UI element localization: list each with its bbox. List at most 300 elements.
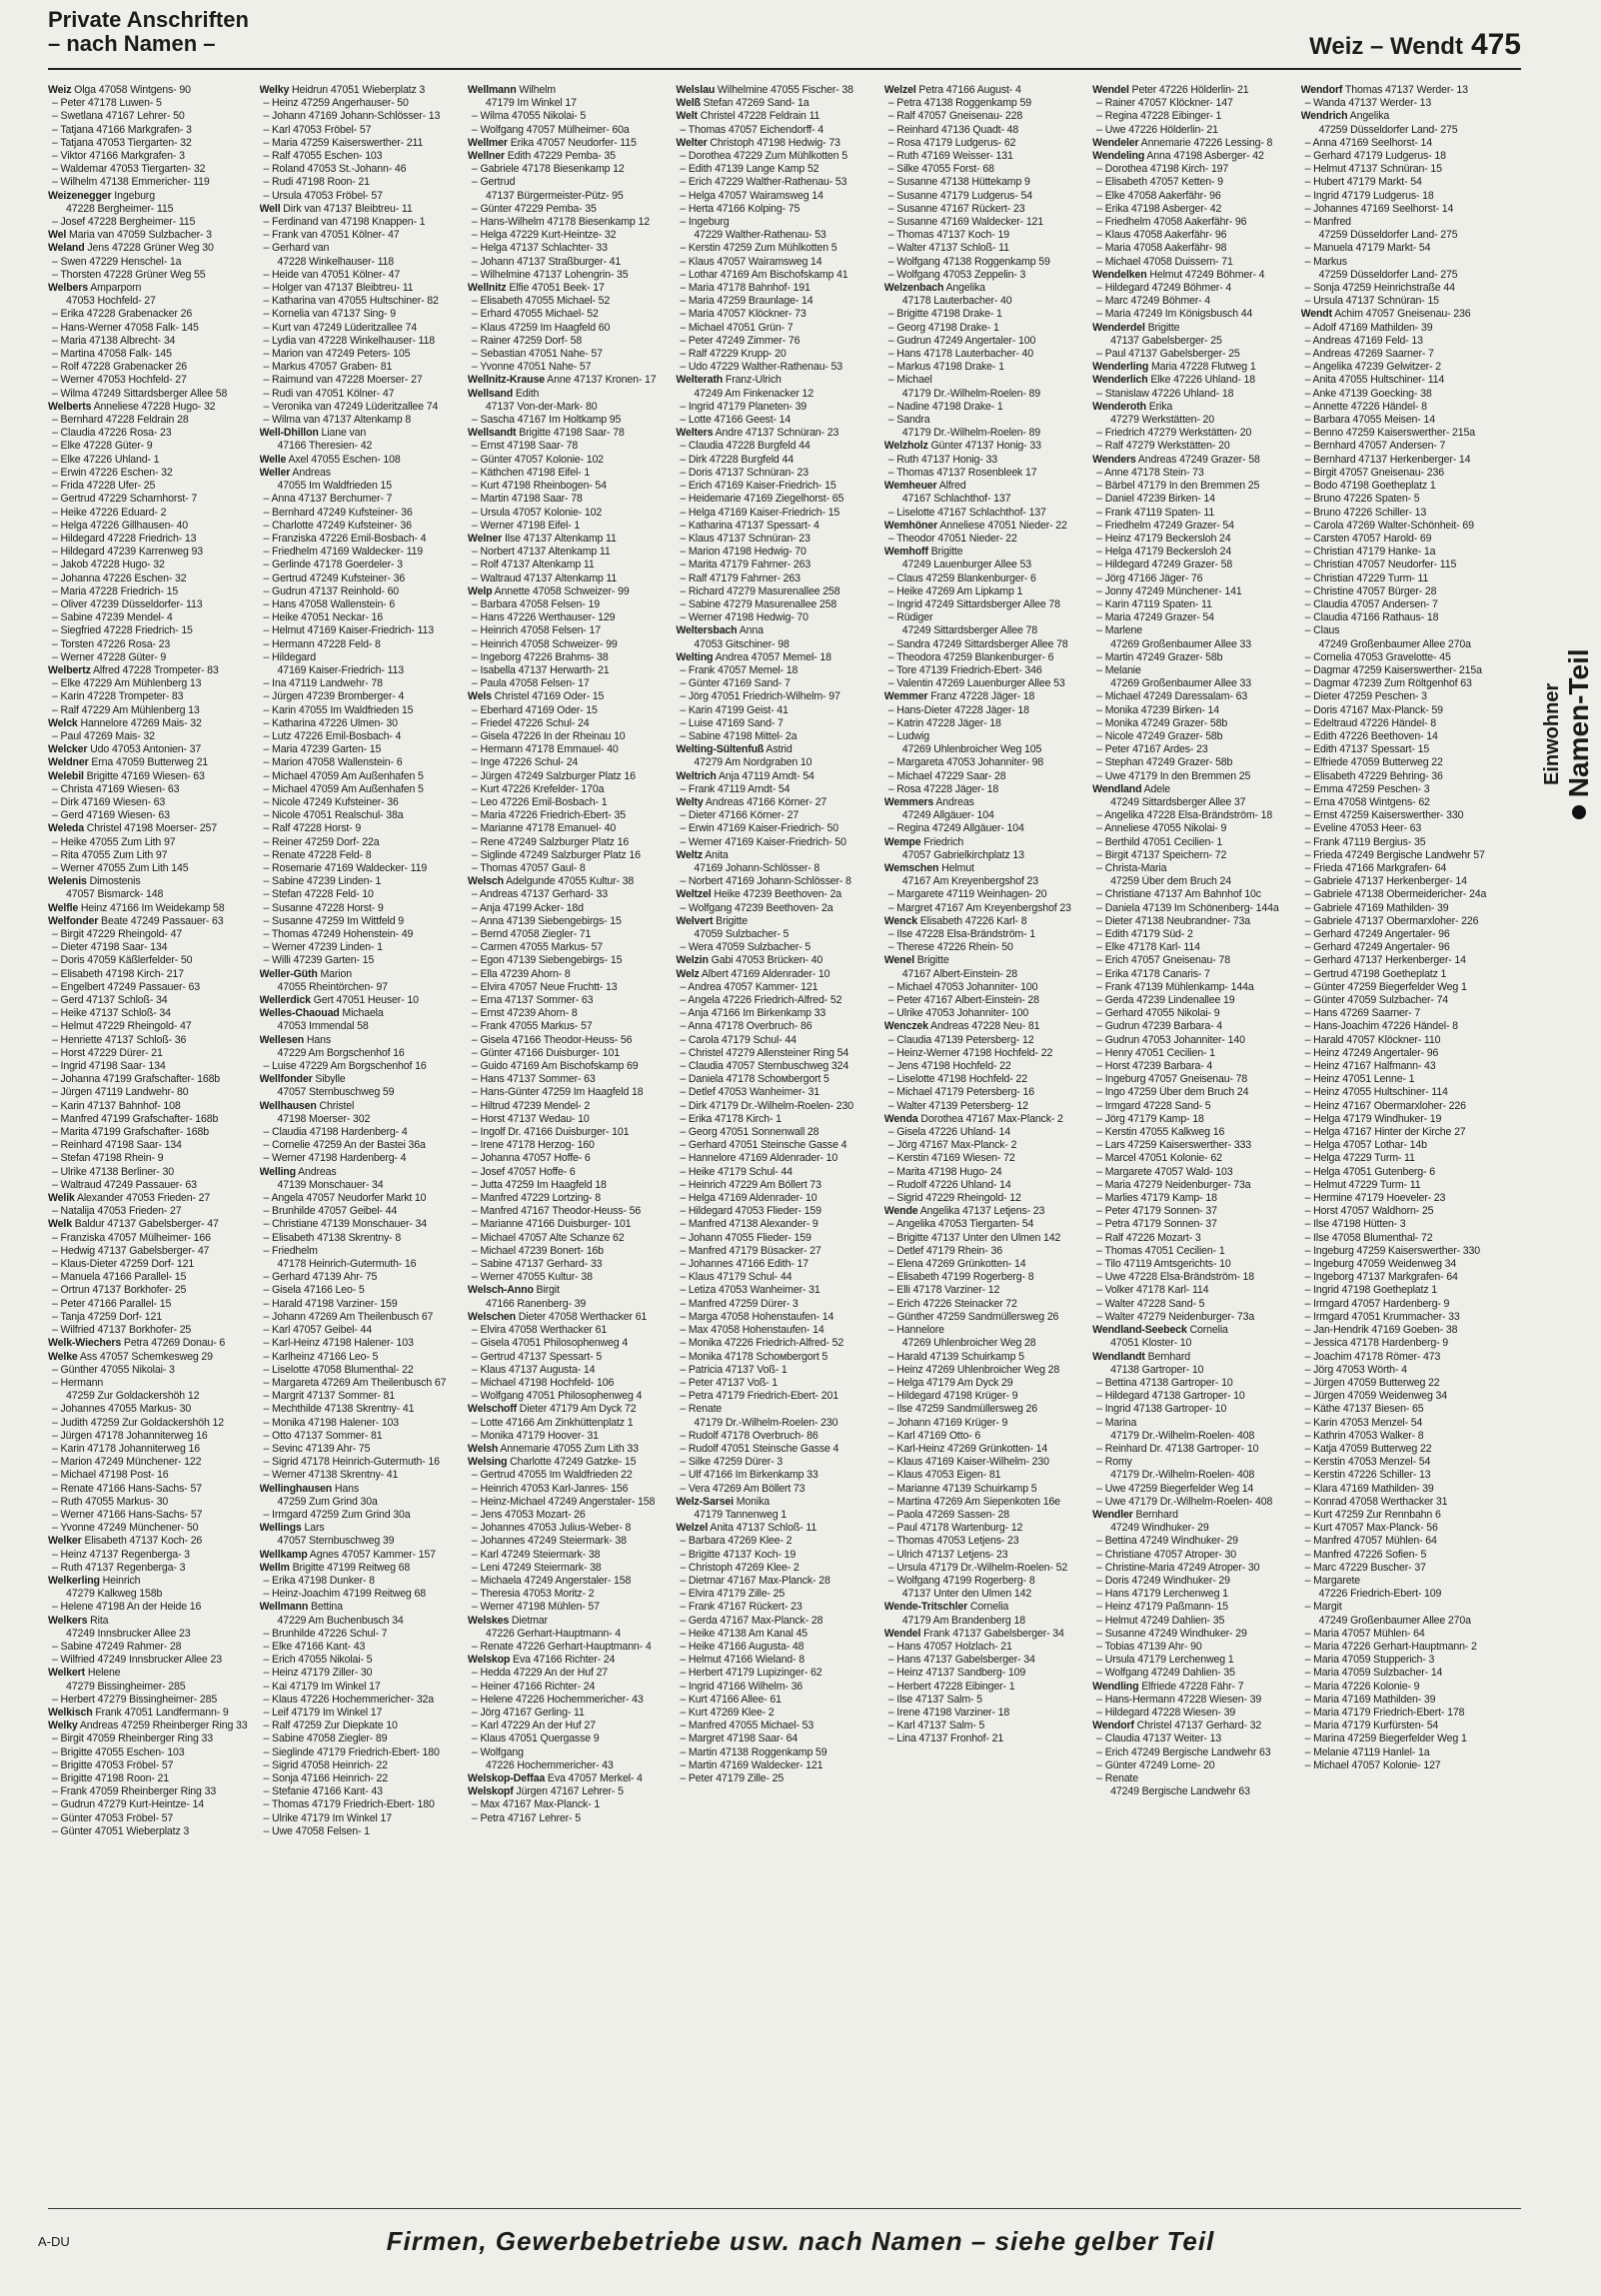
list-item: – Marlene — [1096, 624, 1142, 637]
list-item: – Melanie — [1096, 663, 1141, 676]
list-item: – Klaus 47226 Hochemmericher- 32a — [263, 1693, 435, 1706]
list-item: – Uwe 47226 Hölderlin- 21 — [1096, 123, 1218, 136]
list-item: – Franziska 47057 Mülheimer- 166 — [52, 1231, 211, 1244]
list-item: – Kornelia van 47137 Sing- 9 — [263, 308, 396, 321]
list-item: 47169 Kaiser-Friedrich- 113 — [277, 663, 404, 676]
list-item: – Lotte 47166 Am Zinkhüttenplatz 1 — [471, 1416, 634, 1429]
list-item: – Oliver 47239 Düsseldorfer- 113 — [52, 597, 203, 610]
list-item: – Petra 47179 Sonnen- 37 — [1096, 1218, 1217, 1231]
list-item: Welsing Charlotte 47249 Gatzke- 15 — [467, 1456, 637, 1469]
list-item: – Bernhard 47228 Feldrain 28 — [52, 414, 189, 427]
list-item: – Stefan 47228 Feld- 10 — [263, 888, 374, 901]
list-item: – Kai 47179 Im Winkel 17 — [263, 1680, 381, 1693]
list-item: 47226 Friedrich-Ebert- 109 — [1318, 1588, 1442, 1601]
list-item: – Günter 47259 Biegerfelder Weg 1 — [1304, 980, 1467, 993]
list-item: 47269 Uhlenbroicher Weg 105 — [901, 743, 1042, 756]
list-item: – Hans 47137 Sommer- 63 — [471, 1073, 596, 1086]
list-item: 47057 Bismarck- 148 — [66, 888, 164, 901]
list-item: – Uwe 47179 Dr.-Wilhelm-Roelen- 408 — [1096, 1495, 1273, 1508]
list-item: 47137 Gabelsberger- 25 — [1110, 334, 1222, 347]
list-item: – Georg 47051 Sonnenwall 28 — [680, 1126, 819, 1139]
list-item: Welzin Gabi 47053 Brücken- 40 — [676, 954, 823, 967]
list-item: – Leif 47179 Im Winkel 17 — [263, 1706, 383, 1719]
surname: Wellinghausen — [259, 1482, 333, 1495]
list-item: – Werner 47169 Kaiser-Friedrich- 50 — [680, 835, 846, 848]
list-item: 47167 Schlachthof- 137 — [901, 493, 1011, 506]
list-item: – Gisela 47051 Philosophenweg 4 — [471, 1337, 629, 1350]
list-item: – Claudia 47137 Weiter- 13 — [1096, 1732, 1222, 1745]
list-item: Wellerdick Gert 47051 Heuser- 10 — [259, 994, 419, 1007]
list-item: Weller Andreas — [259, 466, 331, 479]
list-item: Wendeler Annemarie 47226 Lessing- 8 — [1092, 136, 1273, 149]
list-item: – Karin 47119 Spaten- 11 — [1096, 597, 1212, 610]
list-item: – Johann 47137 Straßburger- 41 — [471, 255, 622, 268]
list-item: – Elvira 47057 Neue Fruchtt- 13 — [471, 980, 618, 993]
list-item: Wellnitz Elfie 47051 Beek- 17 — [467, 282, 605, 295]
footer-rule — [48, 2208, 1521, 2209]
list-item: – Claudia 47057 Sternbuschweg 324 — [680, 1060, 849, 1073]
list-item: – Hermann — [52, 1376, 104, 1389]
list-item: – Werner 47055 Kultur- 38 — [471, 1271, 593, 1284]
list-item: – Gerd 47137 Schloß- 34 — [52, 994, 168, 1007]
surname: Wemheuer — [883, 480, 937, 493]
list-item: – Reiner 47259 Dorf- 22a — [263, 835, 380, 848]
list-item: – Katrin 47228 Jäger- 18 — [887, 716, 1001, 729]
list-item: – Hermann 47178 Emmauel- 40 — [471, 743, 619, 756]
list-item: – Martin 47169 Waldecker- 121 — [680, 1758, 823, 1771]
list-item: – Kerstin 47055 Kalkweg 16 — [1096, 1126, 1225, 1139]
list-item: – Klaus 47057 Wairamsweg 14 — [680, 255, 822, 268]
list-item: – Ralf 47055 Eschen- 103 — [263, 150, 383, 163]
list-item: Welkisch Frank 47051 Landfermann- 9 — [48, 1706, 229, 1719]
list-item: – Dirk 47179 Dr.-Wilhelm-Roelen- 230 — [680, 1099, 853, 1112]
list-item: – Hedwig 47137 Gabelsberger- 47 — [52, 1244, 210, 1257]
list-item: – Werner 47198 Mühlen- 57 — [471, 1601, 600, 1614]
list-item: – Rosemarie 47169 Waldecker- 119 — [263, 861, 428, 874]
list-item: 47226 Hochemmericher- 43 — [485, 1758, 614, 1771]
list-item: – Markus 47057 Graben- 81 — [263, 361, 393, 374]
list-item: – Wolfgang 47053 Zeppelin- 3 — [887, 268, 1026, 281]
list-item: – Brigitte 47198 Drake- 1 — [887, 308, 1002, 321]
list-item: – Inge 47226 Schul- 24 — [471, 756, 579, 769]
list-item: – Heike 47137 Schloß- 34 — [52, 1007, 171, 1020]
surname: Wenel — [883, 954, 915, 967]
list-item: – Charlotte 47249 Kufsteiner- 36 — [263, 519, 412, 532]
list-item: 47053 Gitschiner- 98 — [694, 637, 790, 650]
list-item: 47249 Sittardsberger Allee 78 — [901, 624, 1037, 637]
surname: Wenderling — [1092, 361, 1149, 374]
side-tab-line1: Einwohner — [1541, 682, 1563, 786]
surname: Wellerdick — [259, 994, 311, 1007]
list-item: – Eveline 47053 Heer- 63 — [1304, 822, 1422, 835]
list-item: 47249 Innsbrucker Allee 23 — [66, 1627, 191, 1640]
surname: Wellsand — [467, 387, 514, 400]
list-item: – Michael 47058 Duissern- 71 — [1096, 255, 1233, 268]
bullet-icon — [1572, 805, 1586, 819]
list-item: – Bärbel 47179 In den Bremmen 25 — [1096, 480, 1260, 493]
list-item: – Manfred 47055 Michael- 53 — [680, 1720, 814, 1732]
list-item: – Manuela 47179 Markt- 54 — [1304, 242, 1431, 255]
list-item: 47179 Dr.-Wilhelm-Roelen- 408 — [1110, 1469, 1255, 1482]
list-item: – Jonny 47249 Münchener- 141 — [1096, 584, 1242, 597]
list-item: – Leni 47249 Steiermark- 38 — [471, 1561, 602, 1574]
list-item: – Nadine 47198 Drake- 1 — [887, 400, 1003, 413]
list-item: Weller-Güth Marion — [259, 967, 352, 980]
list-item: 47249 Lauenburger Allee 53 — [901, 559, 1031, 572]
list-item: – Sabine 47239 Linden- 1 — [263, 875, 382, 888]
list-item: – Hans-Werner 47058 Falk- 145 — [52, 321, 199, 334]
list-item: – Gudrun 47137 Reinhold- 60 — [263, 584, 400, 597]
list-item: 47167 Am Kreyenbergshof 23 — [901, 875, 1039, 888]
list-item: Welterath Franz-Ulrich — [676, 374, 782, 387]
list-item: – Elke 47178 Karl- 114 — [1096, 941, 1200, 954]
list-item: – Yvonne 47249 Münchener- 50 — [52, 1522, 199, 1535]
list-item: – Michael 47053 Johanniter- 100 — [887, 980, 1038, 993]
list-item: – Lotte 47166 Geest- 14 — [680, 414, 792, 427]
list-item: – Paul 47178 Wartenburg- 12 — [887, 1522, 1023, 1535]
list-item: – Wolfgang 47051 Philosophenweg 4 — [471, 1390, 643, 1403]
list-item: – Frank 47119 Bergius- 35 — [1304, 835, 1426, 848]
list-item: Welting Andrea 47057 Memel- 18 — [676, 650, 831, 663]
list-item: – Lothar 47169 Am Bischofskamp 41 — [680, 268, 848, 281]
surname: Wendler — [1092, 1508, 1133, 1521]
listing-columns — [48, 84, 1497, 2122]
list-item: – Gertrud 47229 Scharnhorst- 7 — [52, 493, 198, 506]
list-item: – Maria 47226 Kolonie- 9 — [1304, 1680, 1420, 1693]
list-item: – Karl 47137 Salm- 5 — [887, 1720, 985, 1732]
list-item: – Gertrud 47055 Im Waldfrieden 22 — [471, 1469, 633, 1482]
list-item: – Jürgen 47249 Salzburger Platz 16 — [471, 769, 636, 782]
list-item: – Thomas 47057 Gaul- 8 — [471, 861, 586, 874]
list-item: – Franziska 47226 Emil-Bosbach- 4 — [263, 532, 427, 545]
list-item: – Luise 47169 Sand- 7 — [680, 716, 784, 729]
list-item: – Helga 47229 Turm- 11 — [1304, 1152, 1415, 1165]
surname: Wenck — [883, 914, 917, 927]
list-item: Weiz Olga 47058 Wintgens- 90 — [48, 84, 191, 96]
list-item: – Anna 47178 Overbruch- 86 — [680, 1020, 812, 1033]
list-item: Welskop-Deffaa Eva 47057 Merkel- 4 — [467, 1772, 643, 1784]
list-item: – Heike 47269 Am Lipkamp 1 — [887, 584, 1023, 597]
list-item: – Rainer 47259 Dorf- 58 — [471, 334, 583, 347]
list-item: – Ortrun 47137 Borkhofer- 25 — [52, 1284, 187, 1297]
list-item: – Adolf 47169 Mathilden- 39 — [1304, 321, 1433, 334]
list-item: Wenck Elisabeth 47226 Karl- 8 — [883, 914, 1027, 927]
list-item: – Karin 47137 Bahnhof- 108 — [52, 1099, 181, 1112]
list-item: – Detlef 47179 Rhein- 36 — [887, 1244, 1002, 1257]
list-item: Wellfonder Sibylle — [259, 1073, 346, 1086]
list-item: – Ingeborg 47137 Markgrafen- 64 — [1304, 1271, 1458, 1284]
list-item: – Lutz 47226 Emil-Bosbach- 4 — [263, 729, 402, 742]
list-item: Wemmers Andreas — [883, 795, 974, 808]
list-item: Weltrich Anja 47119 Arndt- 54 — [676, 769, 814, 782]
list-item: – Erhard 47055 Michael- 52 — [471, 308, 599, 321]
surname: Wendrich — [1300, 110, 1348, 123]
listing-column — [1301, 84, 1497, 2122]
surname: Wenderoth — [1092, 400, 1146, 413]
list-item: – Kerstin 47053 Menzel- 54 — [1304, 1456, 1431, 1469]
list-item: – Günter 47051 Wieberplatz 3 — [52, 1824, 190, 1837]
list-item: – Sabine 47239 Mendel- 4 — [52, 611, 173, 624]
list-item: – Horst 47239 Barbara- 4 — [1096, 1060, 1213, 1073]
surname: Weizenegger — [48, 189, 112, 202]
surname: Wellings — [259, 1522, 302, 1535]
list-item: 47259 Zum Grind 30a — [277, 1495, 378, 1508]
list-item: Welbertz Alfred 47228 Trompeter- 83 — [48, 663, 219, 676]
list-item: – Swen 47229 Henschel- 1a — [52, 255, 182, 268]
surname: Weller — [259, 466, 291, 479]
list-item: Weland Jens 47228 Grüner Weg 30 — [48, 242, 214, 255]
list-item: – Monika 47226 Friedrich-Alfred- 52 — [680, 1337, 844, 1350]
surname: Welenis — [48, 875, 87, 888]
section-title-line1: Private Anschriften — [48, 7, 249, 32]
list-item: – Frank 47139 Mühlenkamp- 144a — [1096, 980, 1254, 993]
list-item: – Hildegard 47053 Flieder- 159 — [680, 1205, 821, 1218]
list-item: – Peter 47167 Ardes- 23 — [1096, 743, 1208, 756]
list-item: – Ilse 47137 Salm- 5 — [887, 1693, 982, 1706]
list-item: – Renate 47228 Feld- 8 — [263, 848, 372, 861]
list-item: – Hans-Wilhelm 47178 Biesenkamp 12 — [471, 216, 650, 229]
list-item: – Elisabeth 47055 Michael- 52 — [471, 295, 611, 308]
list-item: – Erwin 47169 Kaiser-Friedrich- 50 — [680, 822, 838, 835]
list-item: 47226 Gerhart-Hauptmann- 4 — [485, 1627, 621, 1640]
list-item: – Manfred — [1304, 216, 1351, 229]
list-item: – Erika 47228 Grabenacker 26 — [52, 308, 193, 321]
list-item: – Gabriele 47178 Biesenkamp 12 — [471, 163, 625, 176]
list-item: – Hans 47226 Werthauser- 129 — [471, 611, 616, 624]
list-item: 47055 Im Waldfrieden 15 — [277, 480, 393, 493]
list-item: – Susanne 47228 Horst- 9 — [263, 901, 384, 914]
list-item: – Birgit 47057 Gneisenau- 236 — [1304, 466, 1444, 479]
list-item: – Helmut 47137 Schnüran- 15 — [1304, 163, 1442, 176]
list-item: Wenders Andreas 47249 Grazer- 58 — [1092, 453, 1260, 466]
list-item: – Karin 47199 Geist- 41 — [680, 703, 789, 716]
list-item: – Thomas 47053 Letjens- 23 — [887, 1535, 1019, 1548]
list-item: Well-Dhillon Liane van — [259, 427, 367, 440]
list-item: – Anita 47055 Hultschiner- 114 — [1304, 374, 1445, 387]
list-item: – Herbert 47228 Eibinger- 1 — [887, 1680, 1015, 1693]
list-item: – Heinz 47167 Halfmann- 43 — [1304, 1060, 1436, 1073]
list-item: Wendland-Seebeck Cornelia — [1092, 1324, 1228, 1337]
list-item: – Max 47167 Max-Planck- 1 — [471, 1798, 601, 1811]
list-item: – Karl-Heinz 47269 Grünkotten- 14 — [887, 1442, 1048, 1455]
list-item: – Susanne 47179 Ludgerus- 54 — [887, 189, 1032, 202]
surname: Wempe — [883, 835, 921, 848]
list-item: – Natalija 47053 Frieden- 27 — [52, 1205, 182, 1218]
list-item: – Johannes 47169 Seelhorst- 14 — [1304, 202, 1454, 215]
list-item: – Erich 47057 Gneisenau- 78 — [1096, 954, 1230, 967]
list-item: – Ernst 47198 Saar- 78 — [471, 440, 579, 453]
list-item: – Markus — [1304, 255, 1347, 268]
surname: Wendel — [1092, 84, 1129, 96]
list-item: Welcker Udo 47053 Antonien- 37 — [48, 743, 202, 756]
list-item: – Stefanie 47166 Kant- 43 — [263, 1785, 383, 1798]
list-item: – Helmut 47169 Kaiser-Friedrich- 113 — [263, 624, 434, 637]
list-item: – Manfred 47226 Sofien- 5 — [1304, 1548, 1427, 1561]
list-item: – Günther 47259 Sandmüllersweg 26 — [887, 1310, 1059, 1323]
list-item: – Wilma van 47137 Altenkamp 8 — [263, 414, 412, 427]
list-item: – Hannelore — [887, 1324, 944, 1337]
list-item: – Berthild 47051 Cecilien- 1 — [1096, 835, 1223, 848]
list-item: – Swetlana 47167 Lehrer- 50 — [52, 110, 185, 123]
list-item: – Rolf 47137 Altenkamp 11 — [471, 559, 595, 572]
list-item: – Manfred 47259 Dürer- 3 — [680, 1297, 799, 1310]
surname: Welskop-Deffaa — [467, 1772, 546, 1784]
surname: Wenda — [883, 1112, 918, 1125]
list-item: – Gisela 47166 Leo- 5 — [263, 1284, 365, 1297]
list-item: 47229 Am Borgschenhof 16 — [277, 1046, 405, 1059]
list-item: – Günter 47166 Duisburger- 101 — [471, 1046, 620, 1059]
list-item: – Gisela 47166 Theodor-Heuss- 56 — [471, 1033, 633, 1046]
list-item: – Wilma 47055 Nikolai- 5 — [471, 110, 587, 123]
list-item: – Erich 47169 Kaiser-Friedrich- 15 — [680, 480, 836, 493]
surname: Wendlandt — [1092, 1350, 1145, 1363]
list-item: Wenczek Andreas 47228 Neu- 81 — [883, 1020, 1040, 1033]
surname: Welbertz — [48, 663, 91, 676]
list-item: – Günter 47169 Sand- 7 — [680, 677, 791, 690]
list-item: – Bettina 47138 Gartroper- 10 — [1096, 1376, 1233, 1389]
list-item: – Friedel 47226 Schul- 24 — [471, 716, 590, 729]
list-item: – Sigrid 47058 Heinrich- 22 — [263, 1758, 388, 1771]
surname: Wendorf — [1092, 1720, 1134, 1732]
list-item: – Emma 47259 Peschen- 3 — [1304, 782, 1430, 795]
list-item: – Claus 47259 Blankenburger- 6 — [887, 572, 1036, 584]
list-item: – Günther 47055 Nikolai- 3 — [52, 1363, 175, 1376]
list-item: 47137 Unter den Ulmen 142 — [901, 1588, 1032, 1601]
list-item: Welskopf Jürgen 47167 Lehrer- 5 — [467, 1785, 624, 1798]
list-item: – Angela 47226 Friedrich-Alfred- 52 — [680, 994, 842, 1007]
surname: Welzel — [883, 84, 916, 96]
list-item: – Bodo 47198 Goetheplatz 1 — [1304, 480, 1436, 493]
list-item: 47249 Sittardsberger Allee 37 — [1110, 795, 1246, 808]
list-item: 47179 Tannenweg 1 — [694, 1508, 788, 1521]
list-item: – Bernhard 47057 Andersen- 7 — [1304, 440, 1446, 453]
list-item: – Andreas 47169 Feld- 13 — [1304, 334, 1423, 347]
list-item: – Thomas 47179 Friedrich-Ebert- 180 — [263, 1798, 435, 1811]
list-item: – Gudrun 47249 Angertaler- 100 — [887, 334, 1036, 347]
list-item: – Frank 47055 Markus- 57 — [471, 1020, 593, 1033]
list-item: – Peter 47167 Albert-Einstein- 28 — [887, 994, 1039, 1007]
surname: Wendeler — [1092, 136, 1139, 149]
list-item: – Martin 47138 Roggenkamp 59 — [680, 1745, 827, 1758]
list-item: Wende Angelika 47137 Letjens- 23 — [883, 1205, 1045, 1218]
list-item: – Wolfgang 47239 Beethoven- 2a — [680, 901, 833, 914]
list-item: – Bernd 47058 Ziegler- 71 — [471, 928, 592, 940]
list-item: – Hildegard 47249 Böhmer- 4 — [1096, 282, 1232, 295]
surname: Wellnitz-Krause — [467, 374, 545, 387]
list-item: – Jörg 47051 Friedrich-Wilhelm- 97 — [680, 690, 840, 703]
list-item: – Kurt 47259 Zur Rennbahn 6 — [1304, 1508, 1441, 1521]
list-item: – Manfred 47057 Mühlen- 64 — [1304, 1535, 1437, 1548]
list-item: – Bettina 47249 Windhuker- 29 — [1096, 1535, 1238, 1548]
list-item: – Harald 47198 Varziner- 159 — [263, 1297, 398, 1310]
list-item: – Wanda 47137 Werder- 13 — [1304, 97, 1432, 110]
list-item: – Klaus-Dieter 47259 Dorf- 121 — [52, 1258, 195, 1271]
list-item: – Jan-Hendrik 47169 Goeben- 38 — [1304, 1324, 1458, 1337]
list-item: Wellnitz-Krause Anne 47137 Kronen- 17 — [467, 374, 657, 387]
surname: Weltzel — [676, 888, 712, 901]
list-item: – Elfriede 47059 Butterweg 22 — [1304, 756, 1443, 769]
surname: Welzin — [676, 954, 709, 967]
list-item: 47053 Hochfeld- 27 — [66, 295, 156, 308]
list-item: – Horst 47229 Dürer- 21 — [52, 1046, 163, 1059]
list-item: – Paul 47269 Mais- 32 — [52, 729, 155, 742]
list-item: – Erich 47249 Bergische Landwehr 63 — [1096, 1745, 1271, 1758]
list-item: – Ulrike 47053 Johanniter- 100 — [887, 1007, 1029, 1020]
list-item: – Karl-Heinz 47198 Halener- 103 — [263, 1337, 414, 1350]
surname: Welting-Sültenfuß — [676, 743, 765, 756]
list-item: – Erna 47058 Wintgens- 62 — [1304, 795, 1430, 808]
list-item: Welner Ilse 47137 Altenkamp 11 — [467, 532, 617, 545]
list-item: 47166 Theresien- 42 — [277, 440, 373, 453]
list-item: Wemhoff Brigitte — [883, 546, 963, 559]
list-item: – Nicole 47249 Grazer- 58b — [1096, 729, 1223, 742]
list-item: Wel Maria van 47059 Sulzbacher- 3 — [48, 229, 212, 242]
surname: Welsch — [467, 875, 504, 888]
list-item: Wellinghausen Hans — [259, 1482, 360, 1495]
list-item: – Heinrich 47058 Schweizer- 99 — [471, 637, 618, 650]
list-item: – Waldemar 47053 Tiergarten- 32 — [52, 163, 206, 176]
list-item: – Heinz 47179 Ziller- 30 — [263, 1667, 373, 1680]
list-item: – Elisabeth 47138 Skrentny- 8 — [263, 1231, 402, 1244]
list-item: – Klaus 47137 Schnüran- 23 — [680, 532, 810, 545]
list-item: 47178 Lauterbacher- 40 — [901, 295, 1012, 308]
list-item: – Maria 47249 Grazer- 54 — [1096, 611, 1214, 624]
side-tab-line2 — [1563, 584, 1595, 884]
list-item: – Helga 47057 Lothar- 14b — [1304, 1139, 1427, 1152]
list-item: – Karin 47228 Trompeter- 83 — [52, 690, 184, 703]
list-item: – Christiane 47139 Monschauer- 34 — [263, 1218, 427, 1231]
list-item: Welky Andreas 47259 Rheinberger Ring 33 — [48, 1720, 248, 1732]
list-item: Welz-Sarsei Monika — [676, 1495, 771, 1508]
list-item: Welkert Helene — [48, 1667, 121, 1680]
list-item: – Karl 47057 Geibel- 44 — [263, 1324, 372, 1337]
list-item: Welschoff Dieter 47179 Am Dyck 72 — [467, 1403, 637, 1416]
list-item: – Ralf 47226 Mozart- 3 — [1096, 1231, 1201, 1244]
list-item: – Monika 47179 Hoover- 31 — [471, 1429, 599, 1442]
list-item: 47249 Großenbaumer Allee 270a — [1318, 637, 1471, 650]
list-item: – Waltraud 47249 Passauer- 63 — [52, 1178, 197, 1191]
surname: Wendling — [1092, 1680, 1139, 1693]
list-item: – Martina 47269 Am Siepenkoten 16e — [887, 1495, 1060, 1508]
list-item: – Heike 47226 Eduard- 2 — [52, 506, 167, 519]
list-item: Welles-Chaouad Michaela — [259, 1007, 384, 1020]
list-item: Welck Hannelore 47269 Mais- 32 — [48, 716, 202, 729]
list-item: – Karl 47169 Otto- 6 — [887, 1429, 981, 1442]
list-item: – Ingrid 47179 Planeten- 39 — [680, 400, 807, 413]
list-item: – Klaus 47053 Eigen- 81 — [887, 1469, 1001, 1482]
list-item: – Gertrud 47198 Goetheplatz 1 — [1304, 967, 1447, 980]
list-item: – Christel 47279 Allensteiner Ring 54 — [680, 1046, 849, 1059]
list-item: – Helga 47229 Kurt-Heintze- 32 — [471, 229, 617, 242]
list-item: – Friedhelm — [263, 1244, 318, 1257]
list-item: – Sabine 47249 Rahmer- 28 — [52, 1640, 182, 1653]
list-item: – Manfred 47229 Lortzing- 8 — [471, 1192, 601, 1205]
list-item: – Susanne 47138 Hüttekamp 9 — [887, 176, 1030, 189]
list-item: – Ursula 47137 Schnüran- 15 — [1304, 295, 1439, 308]
list-item: – Helga 47179 Beckersloh 24 — [1096, 546, 1232, 559]
list-item: Wemhöner Anneliese 47051 Nieder- 22 — [883, 519, 1067, 532]
list-item: – Karin 47055 Im Waldfrieden 15 — [263, 703, 414, 716]
list-item: – Wilma 47249 Sittardsberger Allee 58 — [52, 387, 228, 400]
list-item: – Birgit 47229 Rheingold- 47 — [52, 928, 183, 940]
list-item: Weltz Anita — [676, 848, 729, 861]
surname: Wendorf — [1300, 84, 1343, 96]
list-item: – Wolfgang 47249 Dahlien- 35 — [1096, 1667, 1235, 1680]
list-item: – Erika 47178 Kirch- 1 — [680, 1112, 782, 1125]
list-item: – Erika 47198 Dunker- 8 — [263, 1574, 375, 1587]
list-item: – Romy — [1096, 1456, 1132, 1469]
list-item: Wellm Brigitte 47199 Reitweg 68 — [259, 1561, 411, 1574]
